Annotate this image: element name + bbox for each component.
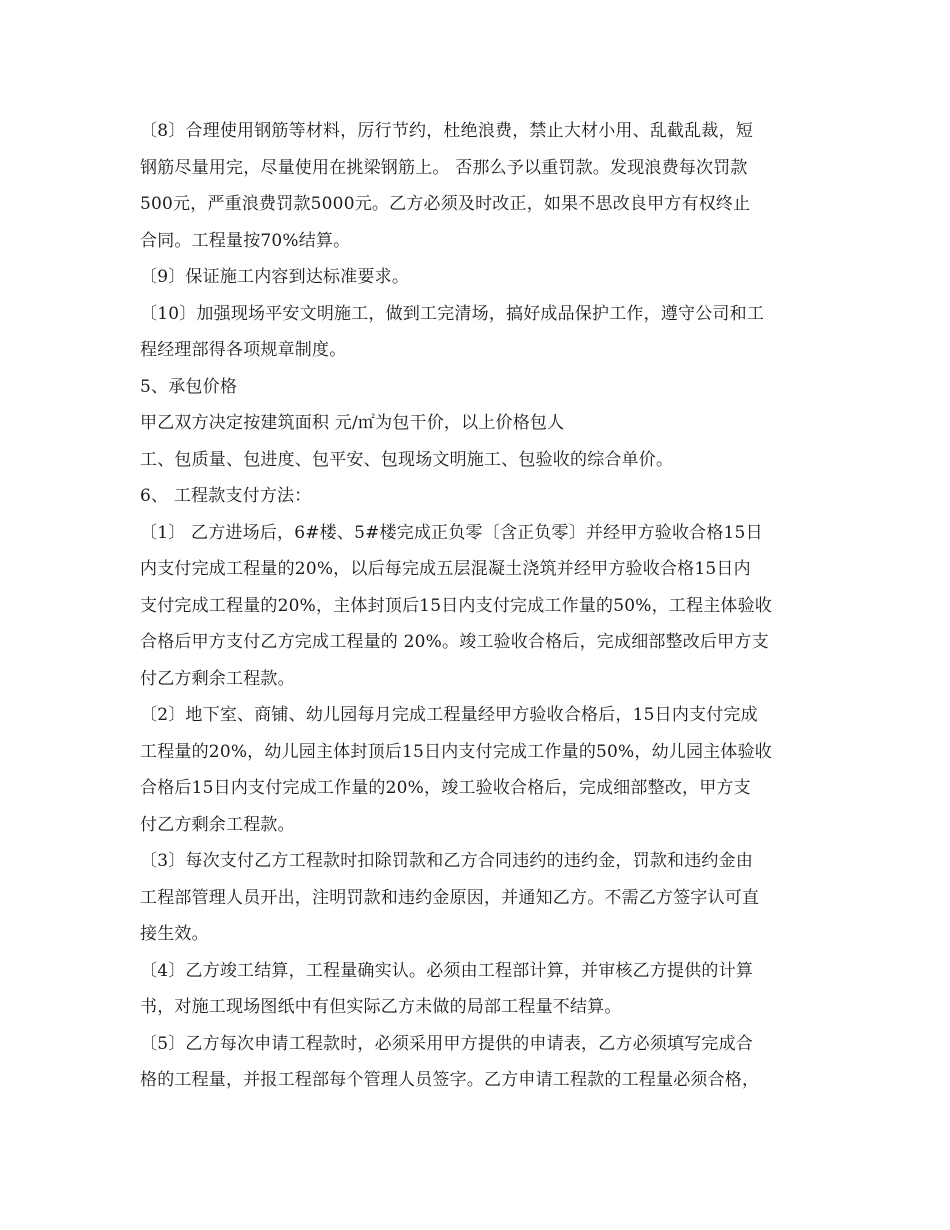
text-line: 〔1〕 乙方进场后，6#楼、5#楼完成正负零〔含正负零〕并经甲方验收合格15日: [140, 522, 763, 543]
text-line: 〔2〕地下室、商铺、幼儿园每月完成工程量经甲方验收合格后，15日内支付完成: [140, 705, 758, 725]
text-line: 合格后甲方支付乙方完成工程量的 20%。竣工验收合格后，完成细部整改后甲方支: [140, 632, 769, 652]
text-line: 付乙方剩余工程款。: [140, 668, 295, 689]
text-line: 接生效。: [140, 924, 209, 944]
text-line: 内支付完成工程量的20%，以后每完成五层混凝土浇筑并经甲方验收合格15日内: [140, 559, 751, 579]
text-line: 工程部管理人员开出，注明罚款和违约金原因，并通知乙方。不需乙方签字认可直: [140, 887, 760, 908]
text-line: 〔9〕保证施工内容到达标准要求。: [140, 267, 410, 287]
section-heading: 6、 工程款支付方法：: [140, 486, 312, 506]
text-line: 书，对施工现场图纸中有但实际乙方未做的局部工程量不结算。: [140, 997, 622, 1017]
section-heading: 5、承包价格: [140, 376, 238, 397]
text-line: 〔3〕每次支付乙方工程款时扣除罚款和乙方合同违约的违约金，罚款和违约金由: [140, 851, 754, 871]
text-line: 〔5〕乙方每次申请工程款时，必须采用甲方提供的申请表，乙方必须填写完成合: [140, 1033, 754, 1054]
text-line: 合同。工程量按70%结算。: [140, 230, 351, 251]
text-line: 500元，严重浪费罚款5000元。乙方必须及时改正，如果不思改良甲方有权终止: [140, 194, 751, 214]
text-line: 〔8〕合理使用钢筋等材料，厉行节约，杜绝浪费，禁止大材小用、乱截乱裁，短: [140, 121, 754, 141]
text-line: 甲乙双方决定按建筑面积 元/㎡为包干价，以上价格包人: [140, 413, 565, 433]
text-line: 支付完成工程量的20%，主体封顶后15日内支付完成工作量的50%，工程主体验收: [140, 595, 773, 616]
text-line: 合格后15日内支付完成工作量的20%，竣工验收合格后，完成细部整改，甲方支: [140, 778, 751, 798]
text-line: 工、包质量、包进度、包平安、包现场文明施工、包验收的综合单价。: [140, 449, 674, 470]
text-line: 〔4〕乙方竣工结算，工程量确实认。必须由工程部计算，并审核乙方提供的计算: [140, 960, 754, 981]
text-line: 〔10〕加强现场平安文明施工，做到工完清场，搞好成品保护工作，遵守公司和工: [140, 303, 765, 324]
text-line: 工程量的20%，幼儿园主体封顶后15日内支付完成工作量的50%，幼儿园主体验收: [140, 741, 773, 762]
text-line: 钢筋尽量用完，尽量使用在挑梁钢筋上。 否那么予以重罚款。发现浪费每次罚款: [140, 157, 748, 178]
text-line: 程经理部得各项规章制度。: [140, 340, 347, 360]
text-line: 格的工程量，并报工程部每个管理人员签字。乙方申请工程款的工程量必须合格，: [140, 1070, 760, 1090]
text-line: 付乙方剩余工程款。: [140, 814, 295, 835]
document-body: [140, 113, 810, 1099]
